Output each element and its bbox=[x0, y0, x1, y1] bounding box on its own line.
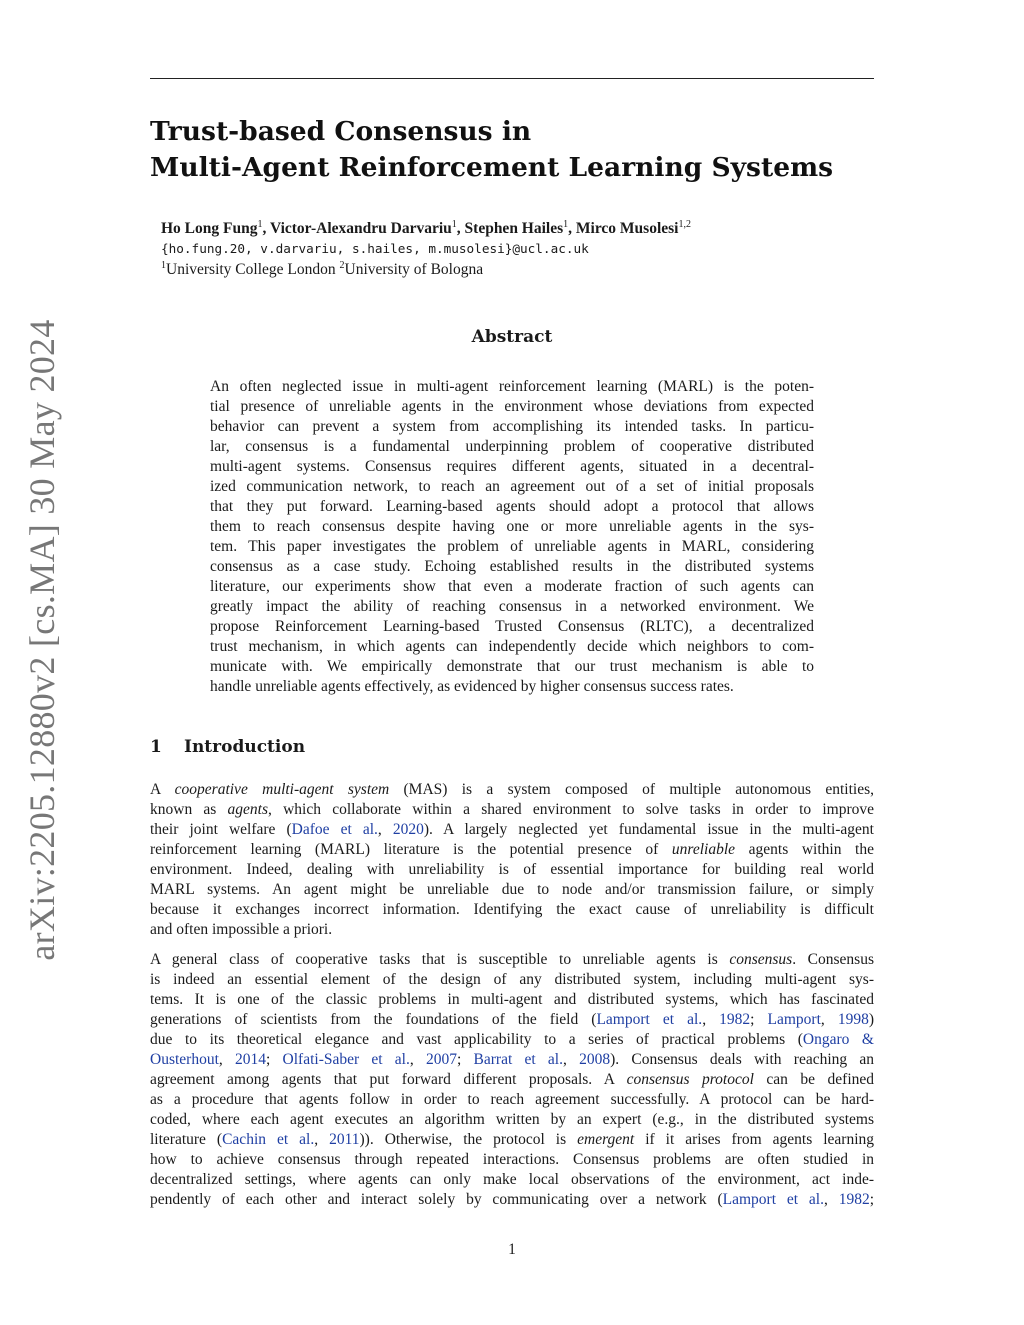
citation-link[interactable]: 1982 bbox=[719, 1011, 751, 1028]
emphasis: cooperative multi-agent system bbox=[174, 781, 390, 798]
citation-link[interactable]: Dafoe et al. bbox=[291, 821, 378, 838]
abstract-line: trust mechanism, in which agents can independently decide which neighbors to com- bbox=[210, 638, 814, 655]
paragraph-line: pendently of each other and interact solely by communicating over a network (Lamport et al., 1982; bbox=[150, 1191, 875, 1208]
paragraph-line: their joint welfare (Dafoe et al., 2020). A largely neglected yet fundamental issue in the multi-agent bbox=[150, 821, 874, 838]
section-title: Introduction bbox=[184, 737, 306, 757]
citation-link[interactable]: 1998 bbox=[837, 1011, 869, 1028]
paragraph-line: decentralized settings, where agents can only make local observations of the environment, act inde- bbox=[150, 1171, 874, 1188]
citation-link[interactable]: Lamport bbox=[767, 1011, 821, 1028]
paragraph-line: agreement among agents that put forward different proposals. A consensus protocol can be defined bbox=[150, 1071, 875, 1088]
paragraph-line: due to its theoretical elegance and vast applicability to a series of practical problems (Ongaro & bbox=[150, 1031, 874, 1048]
paragraph-line: reinforcement learning (MARL) literature is the potential presence of unreliable agents within the bbox=[150, 841, 874, 858]
author-affil-mark: 1 bbox=[451, 219, 457, 230]
paragraph-line: generations of scientists from the foundations of the field (Lamport et al., 1982; Lamport, 1998) bbox=[150, 1011, 875, 1028]
paragraph-line: literature (Cachin et al., 2011)). Otherwise, the protocol is emergent if it arises from agents learning bbox=[150, 1131, 874, 1148]
author-name: Ho Long Fung bbox=[161, 220, 258, 238]
page-number: 1 bbox=[508, 1241, 516, 1258]
paragraph-line: coded, where each agent executes an algorithm written by an expert (e.g., in the distributed systems bbox=[150, 1111, 874, 1128]
abstract-line: An often neglected issue in multi-agent reinforcement learning (MARL) is the poten- bbox=[210, 378, 814, 395]
affil-mark: 1 bbox=[161, 260, 166, 271]
intro-paragraph-2 bbox=[150, 950, 874, 1210]
abstract-body bbox=[210, 377, 814, 697]
author-list: Ho Long Fung$^1$, Victor-Alexandru Darvariu$^1$, Stephen Hailes$^1$, Mirco Musolesi$^{1,2}$ bbox=[161, 219, 691, 238]
citation-link[interactable]: 1982 bbox=[838, 1191, 870, 1208]
abstract-line: handle unreliable agents effectively, as evidenced by higher consensus success rates. bbox=[210, 678, 734, 695]
citation-link[interactable]: 2020 bbox=[392, 821, 424, 838]
citation-link[interactable]: Ousterhout bbox=[150, 1051, 219, 1068]
paragraph-line: tems. It is one of the classic problems in multi-agent and distributed systems, which has fascinated bbox=[150, 991, 874, 1008]
citation-link[interactable]: 2011 bbox=[329, 1131, 360, 1148]
emphasis: agents bbox=[227, 801, 269, 818]
affiliations bbox=[161, 260, 483, 279]
abstract-line: tial presence of unreliable agents in the environment whose deviations from expected bbox=[210, 398, 814, 415]
citation-link[interactable]: Cachin et al. bbox=[222, 1131, 315, 1148]
section-heading bbox=[150, 737, 305, 757]
citation-link[interactable]: Ongaro & bbox=[802, 1031, 874, 1048]
abstract-line: propose Reinforcement Learning-based Trusted Consensus (RLTC), a decentralized bbox=[210, 618, 814, 635]
abstract-line: consensus as a case study. Echoing established results in the distributed systems bbox=[210, 558, 814, 575]
citation-link[interactable]: Lamport et al. bbox=[722, 1191, 824, 1208]
title-line: Multi-Agent Reinforcement Learning Systems bbox=[150, 152, 834, 183]
abstract-line: literature, our experiments show that even a moderate fraction of such agents can bbox=[210, 578, 814, 595]
title-line: Trust-based Consensus in bbox=[150, 116, 532, 147]
citation-link[interactable]: Lamport et al. bbox=[596, 1011, 703, 1028]
paragraph-line: and often impossible a priori. bbox=[150, 921, 333, 938]
citation-link[interactable]: 2008 bbox=[579, 1051, 611, 1068]
abstract-line: lar, consensus is a fundamental underpinning problem of cooperative distributed bbox=[210, 438, 814, 455]
emphasis: emergent bbox=[577, 1131, 635, 1148]
arxiv-identifier: arXiv:2205.12880v2 [cs.MA] 30 May 2024 bbox=[22, 319, 62, 961]
affil-name: University of Bologna bbox=[344, 261, 484, 279]
author-name: Stephen Hailes bbox=[464, 220, 564, 238]
abstract-line: behavior can prevent a system from accomplishing its intended tasks. In particu- bbox=[210, 418, 814, 435]
paragraph-line: MARL systems. An agent might be unreliable due to node and/or transmission failure, or simply bbox=[150, 881, 874, 898]
abstract-line: multi-agent systems. Consensus requires different agents, situated in a decentral- bbox=[210, 458, 814, 475]
affil-name: University College London bbox=[166, 261, 336, 279]
paragraph-line: as a procedure that agents follow in order to reach agreement successfully. A protocol can be hard- bbox=[150, 1091, 874, 1108]
citation-link[interactable]: 2014 bbox=[235, 1051, 266, 1068]
paragraph-line: known as agents, which collaborate within a shared environment to solve tasks in order to improve bbox=[150, 801, 874, 818]
abstract-line: municate with. We empirically demonstrate that our trust mechanism is able to bbox=[210, 658, 814, 675]
abstract-line: ized communication network, to reach an agreement out of a set of initial proposals bbox=[210, 478, 814, 495]
paragraph-line: A cooperative multi-agent system (MAS) is a system composed of multiple autonomous entities, bbox=[150, 781, 875, 798]
paragraph-line: A general class of cooperative tasks that is susceptible to unreliable agents is consensus. Consensus bbox=[150, 951, 874, 968]
author-affil-mark: 1 bbox=[563, 219, 569, 230]
citation-link[interactable]: Barrat et al. bbox=[473, 1051, 563, 1068]
paragraph-line: Ousterhout, 2014; Olfati-Saber et al., 2007; Barrat et al., 2008). Consensus deals with reaching an bbox=[150, 1051, 875, 1068]
section-number: 1 bbox=[150, 737, 162, 757]
author-affil-mark: 1 bbox=[257, 219, 263, 230]
author-emails: {ho.fung.20, v.darvariu, s.hailes, m.musolesi}@ucl.ac.uk bbox=[161, 241, 589, 256]
author-name: Mirco Musolesi bbox=[575, 220, 679, 238]
paragraph-line: because it exchanges incorrect information. Identifying the exact cause of unreliability is difficult bbox=[150, 901, 874, 918]
emphasis: consensus protocol bbox=[626, 1071, 754, 1088]
paragraph-line: environment. Indeed, dealing with unreliability is of essential importance for building real world bbox=[150, 861, 874, 878]
paper-title bbox=[150, 114, 874, 186]
paragraph-line: how to achieve consensus through repeated interactions. Consensus problems are often studied in bbox=[150, 1151, 874, 1168]
affil-mark: 2 bbox=[339, 260, 345, 271]
abstract-line: them to reach consensus despite having one or more unreliable agents in the sys- bbox=[210, 518, 814, 535]
abstract-line: greatly impact the ability of reaching consensus in a networked environment. We bbox=[210, 598, 814, 615]
author-affil-mark: 1,2 bbox=[678, 219, 691, 230]
citation-link[interactable]: 2007 bbox=[425, 1051, 457, 1068]
author-name: Victor-Alexandru Darvariu bbox=[269, 220, 452, 238]
abstract-line: tem. This paper investigates the problem of unreliable agents in MARL, considering bbox=[210, 538, 814, 555]
abstract-line: that they put forward. Learning-based agents should adopt a protocol that allows bbox=[210, 498, 814, 515]
intro-paragraph-1 bbox=[150, 780, 874, 940]
paragraph-line: is indeed an essential element of the design of any distributed system, including multi-agent sys- bbox=[150, 971, 874, 988]
abstract-heading: Abstract bbox=[471, 327, 553, 347]
emphasis: unreliable bbox=[671, 841, 736, 858]
emphasis: consensus bbox=[729, 951, 793, 968]
citation-link[interactable]: Olfati-Saber et al. bbox=[282, 1051, 410, 1068]
top-rule bbox=[150, 78, 874, 79]
